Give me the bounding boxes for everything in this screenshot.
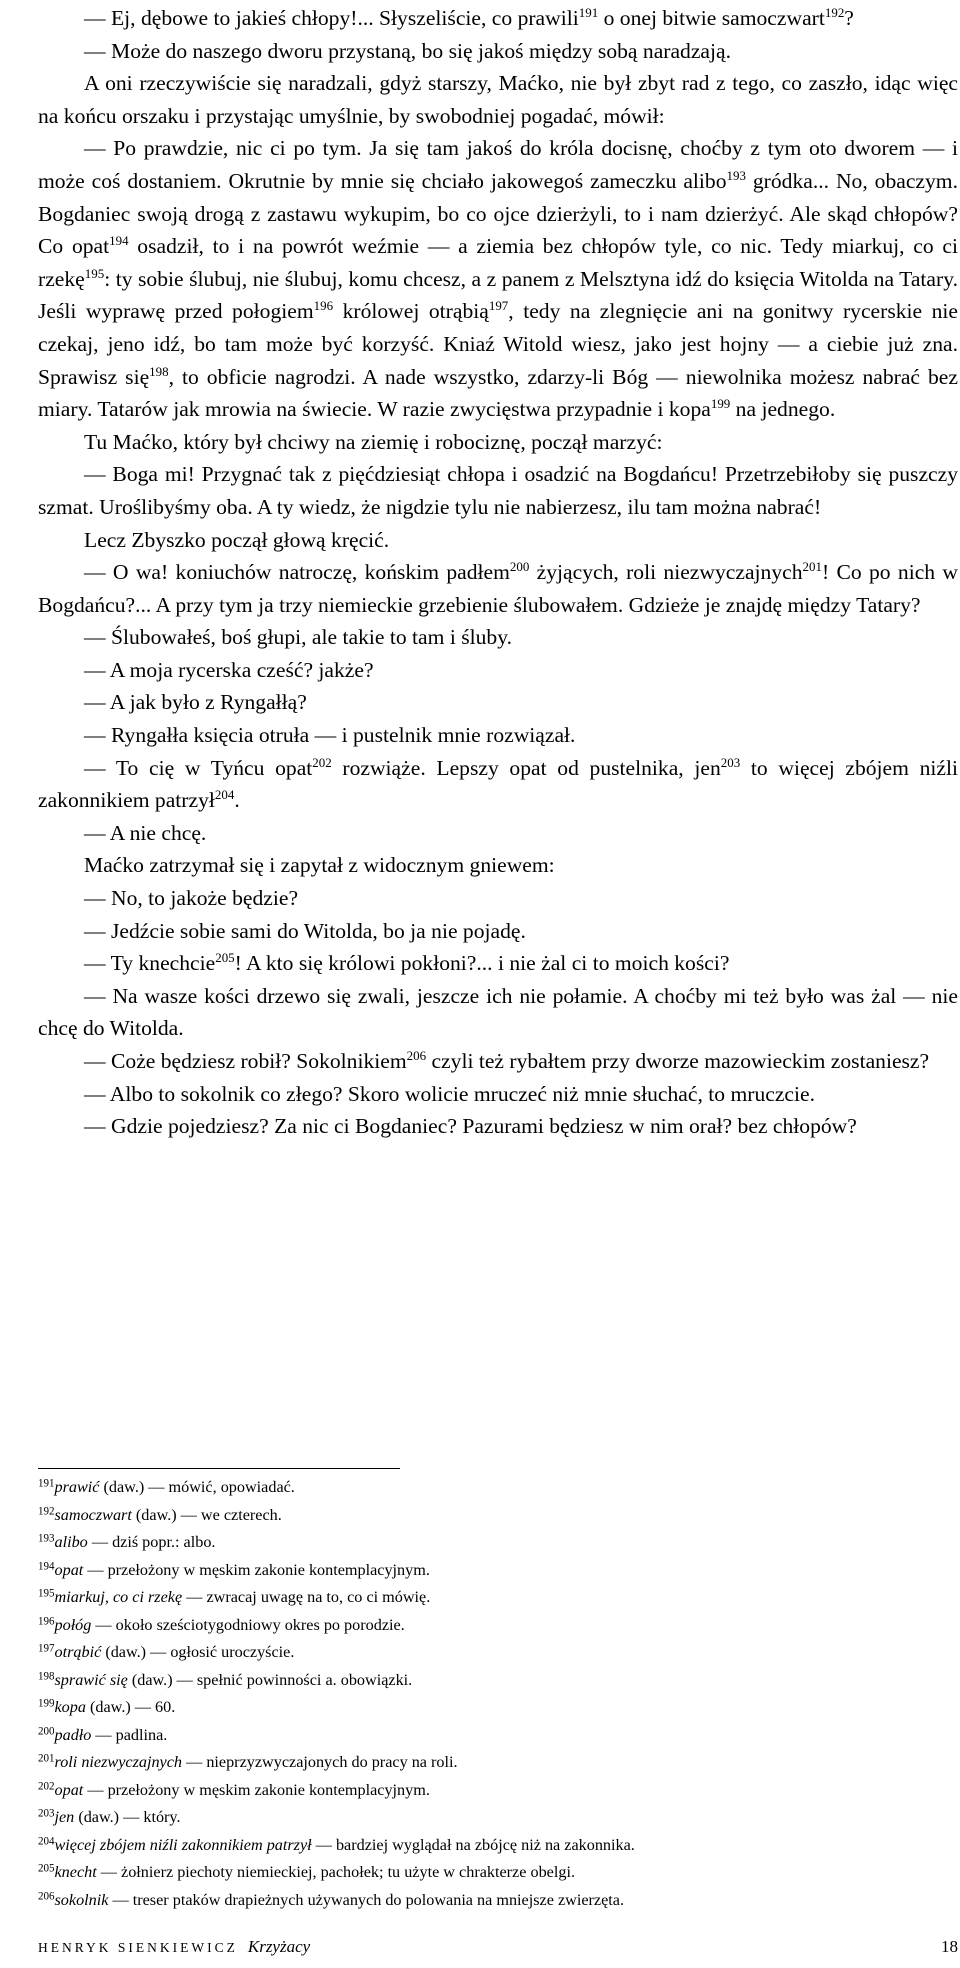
footnote-number: 191 (38, 1477, 55, 1490)
footnote-definition: — dziś popr.: albo. (87, 1533, 216, 1551)
paragraph-text: czyli też rybałtem przy dworze mazowieckim zostaniesz? (426, 1049, 930, 1073)
paragraph-text: — A nie chcę. (84, 820, 207, 845)
footnote (38, 1832, 958, 1860)
paragraph (38, 2, 958, 35)
footnote-definition: — nieprzyzwyczajonych do pracy na roli. (182, 1753, 458, 1771)
footnote-number: 199 (38, 1697, 55, 1710)
footnote (38, 1722, 958, 1750)
footnote (38, 1612, 958, 1640)
paragraph-text: — Coże będziesz robił? Sokolnikiem (84, 1049, 407, 1073)
footnote-definition: (daw.) — ogłosić uroczyście. (101, 1643, 295, 1661)
paragraph (38, 1078, 958, 1111)
footnote-ref[interactable]: 201 (802, 559, 822, 575)
footnote (38, 1667, 958, 1695)
paragraph-text: królowej otrąbią (333, 299, 489, 324)
footnote-definition: (daw.) — spełnić powinności a. obowiązki. (127, 1670, 413, 1689)
paragraph-text: ! A kto się królowi pokłoni?... i nie żal ci to moich kości? (234, 951, 730, 976)
paragraph (38, 817, 958, 850)
footnote-ref[interactable]: 200 (509, 559, 530, 575)
footnote (38, 1749, 958, 1777)
footnote (38, 1639, 958, 1667)
footnote (38, 1804, 958, 1832)
footnote-term: otrąbić (54, 1643, 102, 1661)
paragraph (38, 1045, 958, 1078)
paragraph (38, 458, 958, 523)
footnote-definition: — treser ptaków drapieżnych używanych do polowania na mniejsze zwierzęta. (108, 1890, 624, 1909)
paragraph-text: — Po prawdzie, nic ci po tym. Ja się tam jakoś do króla docisnę, choćby z tym oto dworem — i może coś dostaniem. Okrutnie by mnie się chciało jakowegoś zameczku alibo (38, 136, 958, 193)
paragraph-text: o onej bitwie samoczwart (598, 6, 825, 30)
paragraph-text: — Albo to sokolnik co złego? Skoro wolicie mruczeć niż mnie słuchać, to mruczcie. (84, 1081, 815, 1106)
paragraph-text: — Może do naszego dworu przystaną, bo się jakoś między sobą naradzają. (84, 38, 732, 63)
paragraph-text: żyjących, roli niezwyczajnych (529, 560, 803, 585)
footnote-term: miarkuj, co ci rzekę (54, 1588, 183, 1606)
paragraph (38, 947, 958, 980)
footnote-number: 201 (38, 1752, 55, 1765)
paragraph-text: — To cię w Tyńcu opat (84, 755, 313, 780)
paragraph (38, 882, 958, 915)
footnote-definition: — żołnierz piechoty niemieckiej, pachołek; tu użyte w chrakterze obelgi. (96, 1863, 575, 1881)
footnote-number: 194 (38, 1560, 55, 1572)
paragraph-text: . (234, 788, 240, 813)
footnote-number: 206 (38, 1890, 55, 1902)
footnote (38, 1859, 958, 1887)
footnote (38, 1529, 958, 1557)
footer-title: Krzyżacy (247, 1937, 311, 1956)
footnote-definition: — około sześciotygodniowy okres po porodzie. (91, 1615, 405, 1634)
footnote-term: jen (54, 1808, 75, 1826)
paragraph-text: — Ej, dębowe to jakieś chłopy!... Słyszeliście, co prawili (84, 6, 579, 30)
footnote-term: połóg (54, 1615, 92, 1634)
paragraph (38, 686, 958, 719)
page-number: 18 (941, 1937, 958, 1956)
paragraph-text: A oni rzeczywiście się naradzali, gdyż starszy, Maćko, nie był zbyt rad z tego, co zaszło, idąc więc na końcu orszaku i przystając umyślnie, by swobodniej pogadać, mówił: (38, 71, 958, 128)
footnote-definition: (daw.) — mówić, opowiadać. (99, 1478, 295, 1496)
footnote-ref[interactable]: 197 (488, 298, 509, 314)
paragraph (38, 426, 958, 459)
paragraph-text: — Gdzie pojedziesz? Za nic ci Bogdaniec? Pazurami będziesz w nim orał? bez chłopów? (84, 1114, 857, 1139)
footnote-number: 195 (38, 1587, 55, 1600)
footnote-definition: (daw.) — 60. (85, 1698, 176, 1716)
paragraph-text: rozwiąże. Lepszy opat od pustelnika, jen (331, 755, 721, 780)
paragraph (38, 752, 958, 817)
paragraph-text: Tu Maćko, który był chciwy na ziemię i robociznę, począł marzyć: (84, 429, 663, 454)
footnote-definition: — zwracaj uwagę na to, co ci mówię. (182, 1588, 431, 1606)
footnote-ref[interactable]: 205 (215, 950, 235, 966)
footnote-ref[interactable]: 206 (406, 1048, 427, 1064)
paragraph-text: — Na wasze kości drzewo się zwali, jeszcze ich nie połamie. A choćby mi też było was żal — nie chcę do Witolda. (38, 983, 958, 1041)
paragraph-text: to więcej zbójem niźli zakonnikiem patrzył (38, 755, 958, 813)
footnotes (38, 1474, 958, 1914)
paragraph-text: — A moja rycerska cześć? jakże? (84, 657, 374, 682)
paragraph-text: — Ty knechcie (84, 951, 216, 976)
footer-author: HENRYK SIENKIEWICZ (38, 1940, 238, 1955)
paragraph-text: Lecz Zbyszko począł głową kręcić. (84, 527, 390, 552)
footnote-number: 202 (38, 1780, 55, 1792)
footnote-term: opat (54, 1560, 84, 1579)
footnote-definition: — bardziej wyglądał na zbójcę niż na zakonnika. (311, 1835, 635, 1854)
footnote-term: kopa (54, 1698, 86, 1716)
footnote-term: padło (54, 1725, 92, 1744)
paragraph-text: — Ryngałła księcia otruła — i pustelnik mnie rozwiązał. (84, 723, 576, 748)
footnote-ref[interactable]: 194 (109, 233, 129, 249)
footnote (38, 1887, 958, 1915)
paragraph-text: — Jedźcie sobie sami do Witolda, bo ja nie pojadę. (84, 918, 526, 943)
paragraph-text: Maćko zatrzymał się i zapytał z widocznym gniewem: (84, 853, 555, 878)
footnote-separator (38, 1468, 400, 1469)
paragraph-text: — A jak było z Ryngałłą? (84, 690, 307, 715)
footnote-ref[interactable]: 192 (824, 5, 845, 21)
paragraph-text: — Ślubowałeś, boś głupi, ale takie to tam i śluby. (84, 625, 513, 650)
footnote-number: 198 (38, 1670, 55, 1682)
footnote (38, 1502, 958, 1530)
footnote-number: 197 (38, 1642, 55, 1655)
paragraph (38, 1110, 958, 1143)
footnote-definition: (daw.) — we czterech. (131, 1505, 282, 1524)
footnote-term: roli niezwyczajnych (54, 1753, 183, 1771)
footnote-ref[interactable]: 196 (313, 298, 334, 314)
paragraph-text: , tedy na zlegnięcie ani na gonitwy rycerskie nie czekaj, jeno idź, bo tam może być korzyść. Kniaź Witold wiesz, jako jest hojny — a ciebie już zna. Sprawisz się (38, 299, 959, 389)
paragraph (38, 915, 958, 948)
footnote (38, 1584, 958, 1612)
footnote-definition: — przełożony w męskim zakonie kontemplacyjnym. (83, 1780, 430, 1799)
page-footer (38, 1937, 958, 1957)
paragraph (38, 132, 958, 425)
footnote-ref[interactable]: 193 (726, 168, 746, 184)
footnote-definition: — padlina. (91, 1725, 168, 1744)
paragraph-text: — O wa! koniuchów natroczę, końskim padłem (84, 560, 510, 585)
footnote-number: 192 (38, 1505, 55, 1517)
paragraph (38, 719, 958, 752)
paragraph (38, 35, 958, 68)
footnote-number: 205 (38, 1862, 55, 1875)
footnote-term: więcej zbójem niźli zakonnikiem patrzył (54, 1835, 312, 1854)
footnote (38, 1474, 958, 1502)
footnote-ref[interactable]: 198 (149, 363, 169, 379)
footnote-number: 196 (38, 1615, 55, 1627)
footnote-ref[interactable]: 195 (84, 265, 105, 281)
footnote-number: 204 (38, 1835, 55, 1847)
footnote-ref[interactable]: 191 (578, 5, 599, 21)
paragraph (38, 654, 958, 687)
paragraph-text: gródka... No, obaczym. Bogdaniec swoją drogą z zastawu wykupim, bo co ojce dzierżyli, to i nam dzierżyć. Ale skąd chłopów? Co opat (38, 168, 958, 259)
footnote-term: prawić (54, 1478, 100, 1496)
paragraph (38, 556, 958, 621)
paragraph-text: na jednego. (730, 397, 836, 422)
footnote-term: sokolnik (54, 1890, 109, 1909)
paragraph-text: — Boga mi! Przygnać tak z pięćdziesiąt chłopa i osadzić na Bogdańcu! Przetrzebiłoby się puszczy szmat. Uroślibyśmy oba. A ty wiedz, że nigdzie tylu nie nabierzesz, ilu tam można nabrać! (38, 462, 958, 519)
footnote-number: 193 (38, 1532, 55, 1545)
paragraph-text: ! Co po nich w Bogdańcu?... A przy tym ja trzy niemieckie grzebienie ślubowałem. Gdzieże je znajdę między Tatary? (38, 560, 958, 617)
paragraph-text: — No, to jakoże będzie? (84, 886, 299, 911)
paragraph (38, 67, 958, 132)
paragraph-text: ? (844, 6, 854, 30)
paragraph (38, 980, 958, 1045)
body-text (38, 2, 958, 1143)
footnote-term: knecht (54, 1863, 97, 1881)
footnote-term: sprawić się (54, 1670, 128, 1689)
footnote-term: alibo (54, 1533, 88, 1551)
footnote-ref[interactable]: 202 (312, 754, 332, 770)
footnote-term: samoczwart (54, 1505, 132, 1524)
footnote-number: 203 (38, 1807, 55, 1820)
footnote-definition: — przełożony w męskim zakonie kontemplacyjnym. (83, 1560, 430, 1579)
paragraph-text: osadził, to i na powrót weźmie — a ziemia bez chłopów tyle, co nic. Tedy miarkuj, co ci rzekę (38, 234, 958, 291)
footnote-ref[interactable]: 199 (710, 396, 731, 412)
footnote-term: opat (54, 1780, 84, 1799)
footnote-definition: (daw.) — który. (74, 1808, 181, 1826)
paragraph-text: , to obficie nagrodzi. A nade wszystko, zdarzy-li Bóg — niewolnika możesz nabrać bez miary. Tatarów jak mrowia na świecie. W razie zwycięstwa przypadnie i kopa (38, 364, 958, 422)
paragraph (38, 621, 958, 654)
footnote-ref[interactable]: 203 (720, 754, 741, 770)
paragraph (38, 849, 958, 882)
footnote (38, 1694, 958, 1722)
paragraph (38, 524, 958, 557)
footnote (38, 1557, 958, 1585)
footnote (38, 1777, 958, 1805)
paragraph-text: : ty sobie ślubuj, nie ślubuj, komu chcesz, a z panem z Melsztyna idź do księcia Witolda na Tatary. Jeśli wyprawę przed połogiem (38, 266, 958, 324)
footnote-ref[interactable]: 204 (214, 787, 235, 803)
footnote-number: 200 (38, 1725, 55, 1737)
